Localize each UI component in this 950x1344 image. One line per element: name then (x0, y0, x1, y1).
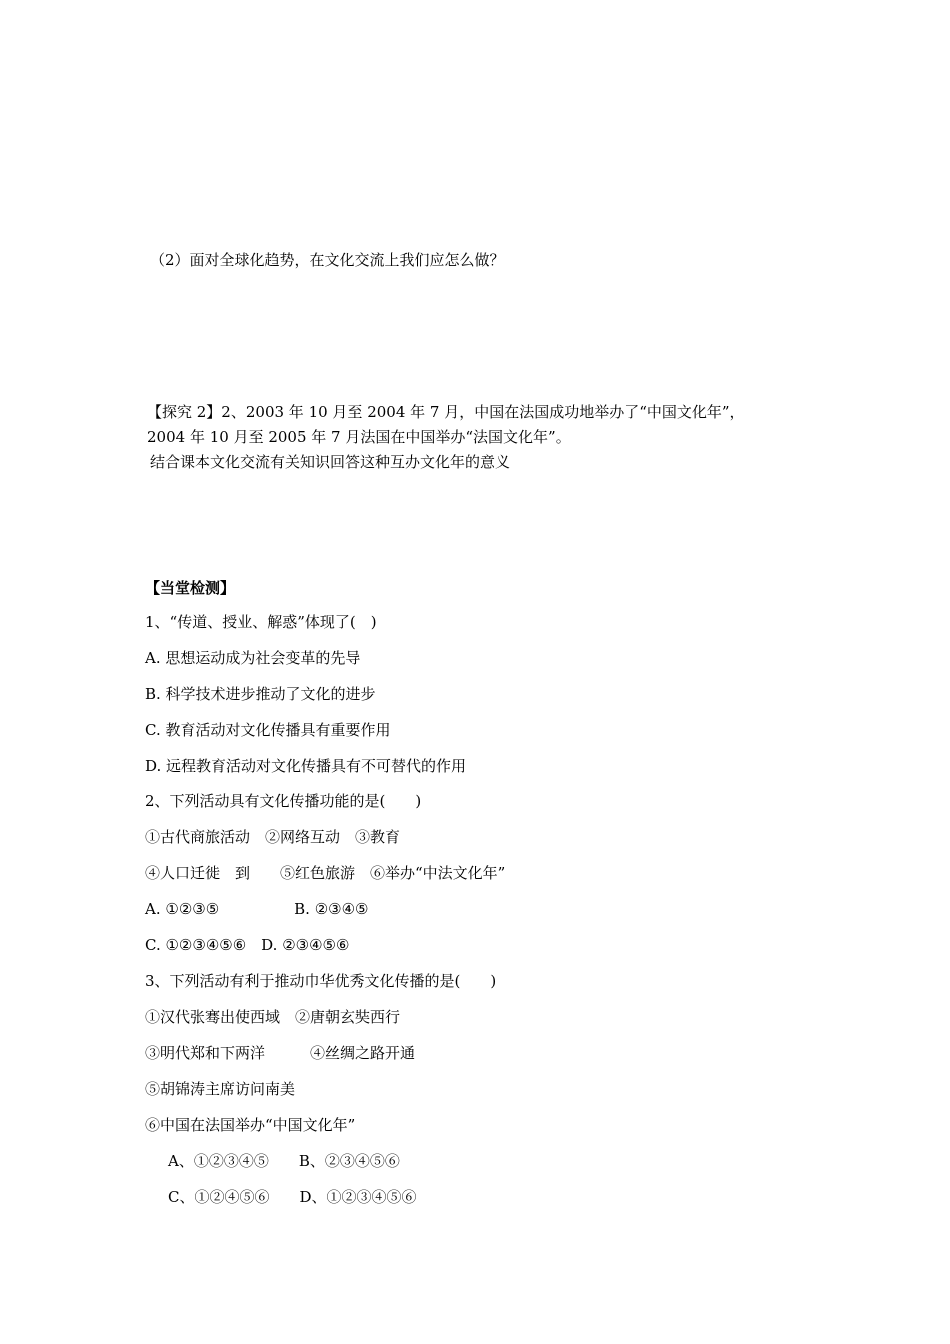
question-3-items-2: ③明代郑和下两洋 ④丝绸之路开通 (145, 1044, 416, 1062)
question-3-options-cd: C、①②④⑤⑥ D、①②③④⑤⑥ (168, 1188, 417, 1206)
question-3-items-4: ⑥中国在法国举办“中国文化年” (145, 1116, 356, 1134)
question-1-option-a: A. 思想运动成为社会变革的先导 (145, 649, 361, 667)
question-1-option-b: B. 科学技术进步推动了文化的进步 (145, 685, 376, 703)
question-1-option-d: D. 远程教育活动对文化传播具有不可替代的作用 (145, 757, 467, 775)
question-2-options-ab: A. ①②③⑤ B. ②③④⑤ (145, 900, 369, 918)
question-3-options-ab: A、①②③④⑤ B、②③④⑤⑥ (168, 1152, 400, 1170)
question-2-options-cd: C. ①②③④⑤⑥ D. ②③④⑤⑥ (145, 936, 350, 954)
question-2-stem: 2、下列活动具有文化传播功能的是( ) (145, 792, 422, 810)
explore-2-line-1: 【探究 2】2、2003 年 10 月至 2004 年 7 月，中国在法国成功地举办了“中国文化年”， (147, 403, 745, 421)
question-1-stem: 1、“传道、授业、解惑”体现了( ) (145, 613, 377, 631)
explore-2-line-2: 2004 年 10 月至 2005 年 7 月法国在中国举办“法国文化年”。 (147, 428, 571, 446)
question-2-prompt: （2）面对全球化趋势，在文化交流上我们应怎么做？ (150, 251, 505, 269)
question-2-items-1: ①古代商旅活动 ②网络互动 ③教育 (145, 828, 401, 846)
question-2-items-2: ④人口迁徙 到 ⑤红色旅游 ⑥举办“中法文化年” (145, 864, 506, 882)
question-1-option-c: C. 教育活动对文化传播具有重要作用 (145, 721, 391, 739)
question-3-items-3: ⑤胡锦涛主席访问南美 (145, 1080, 296, 1098)
test-heading: 【当堂检测】 (145, 579, 236, 597)
question-3-stem: 3、下列活动有利于推动巾华优秀文化传播的是( ) (145, 972, 497, 990)
question-3-items-1: ①汉代张骞出使西域 ②唐朝玄奘西行 (145, 1008, 401, 1026)
explore-2-line-3: 结合课本文化交流有关知识回答这种互办文化年的意义 (150, 453, 511, 471)
